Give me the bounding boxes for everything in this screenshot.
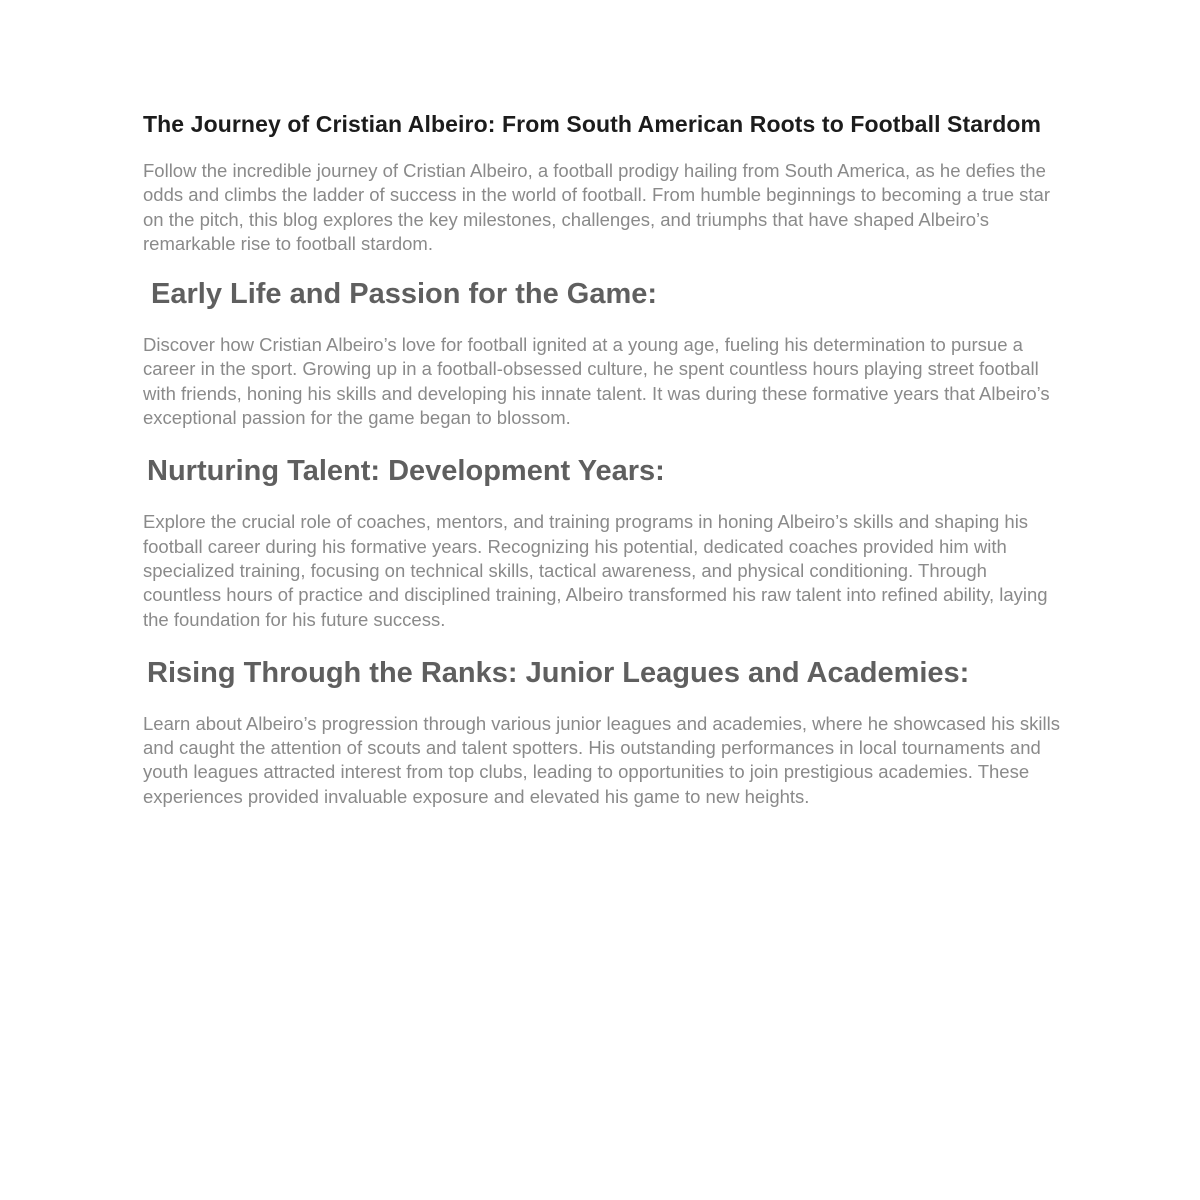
section-heading-nurturing-talent: Nurturing Talent: Development Years: — [147, 455, 665, 488]
article-title: The Journey of Cristian Albeiro: From South American Roots to Football Stardom — [143, 111, 1042, 137]
section-body-early-life: Discover how Cristian Albeiro’s love for football ignited at a young age, fueling his determination to pursue a career in the sport. Growing up in a football-obsessed culture, he spent countless hours playing street football with friends, honing his skills and developing his innate talent. It was during these formative years that Albeiro’s exceptional passion for the game began to blossom. — [143, 334, 1050, 429]
article-intro: Follow the incredible journey of Cristian Albeiro, a football prodigy hailing from South America, as he defies the odds and climbs the ladder of success in the world of football. From humble beginnings to becoming a true star on the pitch, this blog explores the key milestones, challenges, and triumphs that have shaped Albeiro’s remarkable rise to football stardom. — [143, 160, 1050, 254]
section-body-rising-ranks: Learn about Albeiro’s progression through various junior leagues and academies, where he showcased his skills and caught the attention of scouts and talent spotters. His outstanding performances in local tournaments and youth leagues attracted interest from top clubs, leading to opportunities to join prestigious academies. These experiences provided invaluable exposure and elevated his game to new heights. — [143, 712, 1060, 807]
section-heading-early-life: Early Life and Passion for the Game: — [151, 278, 658, 311]
section-heading-rising-ranks: Rising Through the Ranks: Junior Leagues and Academies: — [147, 656, 970, 689]
article — [143, 110, 1063, 809]
section-body-nurturing-talent: Explore the crucial role of coaches, mentors, and training programs in honing Albeiro’s skills and shaping his football career during his formative years. Recognizing his potential, dedicated coaches provided him with specialized training, focusing on technical skills, tactical awareness, and physical conditioning. Through countless hours of practice and disciplined training, Albeiro transformed his raw talent into refined ability, laying the foundation for his future success. — [143, 511, 1048, 630]
